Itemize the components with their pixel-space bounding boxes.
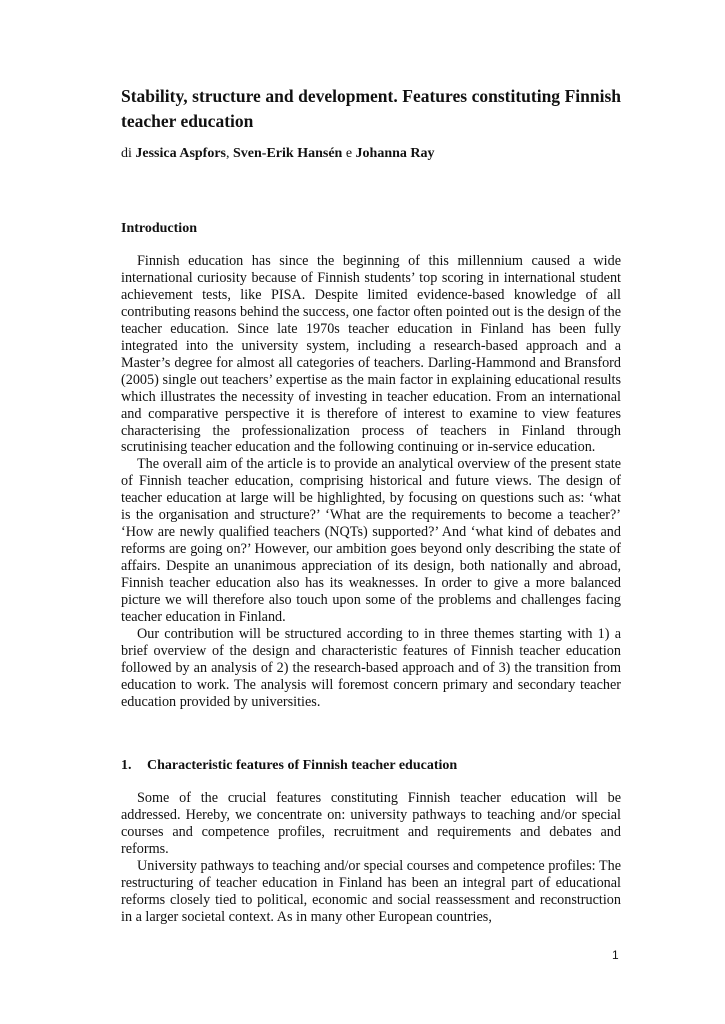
byline-prefix: di — [121, 146, 136, 161]
author-name: Jessica Aspfors — [135, 146, 227, 161]
introduction-body — [121, 253, 621, 711]
paragraph: Finnish education has since the beginning of this millennium caused a wide international curiosity because of Finnish students’ top scoring in international student achievement tests, like PISA. Despite limited evidence-based knowledge of all contributing reasons behind the success, one factor often pointed out is the design of the teacher education. Since late 1970s teacher education in Finland has been fully integrated into the university system, including a research-based approach and a Master’s degree for almost all categories of teachers. Darling-Hammond and Bransford (2005) single out teachers’ expertise as the main factor in explaining educational results which illustrates the necessity of investing in teacher education. From an international and comparative perspective it is therefore of interest to examine to view features characterising the professionalization process of teachers in Finland through scrutinising teacher education and the following continuing or in-service education. — [121, 253, 621, 456]
document-title: Stability, structure and development. Features constituting Finnish teacher education — [121, 86, 621, 131]
byline-separator: e — [342, 146, 356, 161]
byline-separator: , — [226, 146, 234, 161]
byline — [121, 145, 621, 163]
author-name: Sven-Erik Hansén — [233, 146, 343, 161]
section-title: Characteristic features of Finnish teacher education — [147, 758, 458, 773]
section-heading — [121, 757, 621, 775]
paragraph: University pathways to teaching and/or special courses and competence profiles: The restructuring of teacher education in Finland has been an integral part of educational reforms closely tied to political, economic and social reassessment and reconstruction in a larger societal context. As in many other European countries, — [121, 857, 621, 925]
page-number: 1 — [612, 948, 619, 962]
paragraph: The overall aim of the article is to provide an analytical overview of the present state of Finnish teacher education, comprising historical and future views. The design of teacher education at large will be highlighted, by focusing on questions such as: ‘what is the organisation and structure?’ ‘What are the requirements to become a teacher?’ ‘How are newly qualified teachers (NQTs) supported?’ And ‘what kind of debates and reforms are going on?’ However, our ambition goes beyond only describing the state of affairs. Despite an unanimous appreciation of its design, both nationally and abroad, Finnish teacher education also has its weaknesses. In order to give a more balanced picture we will therefore also touch upon some of the problems and challenges facing teacher education in Finland. — [121, 456, 621, 626]
section-body — [121, 790, 621, 926]
author-name: Johanna Ray — [355, 146, 435, 161]
section-number: 1. — [121, 758, 132, 773]
introduction-heading: Introduction — [121, 221, 197, 236]
paragraph: Our contribution will be structured according to in three themes starting with 1) a brief overview of the design and characteristic features of Finnish teacher education followed by an analysis of 2) the research-based approach and of 3) the transition from education to work. The analysis will foremost concern primary and secondary teacher education provided by universities. — [121, 625, 621, 710]
paragraph: Some of the crucial features constituting Finnish teacher education will be addressed. Hereby, we concentrate on: university pathways to teaching and/or special courses and competence profiles, recruitment and requirements and debates and reforms. — [121, 790, 621, 857]
